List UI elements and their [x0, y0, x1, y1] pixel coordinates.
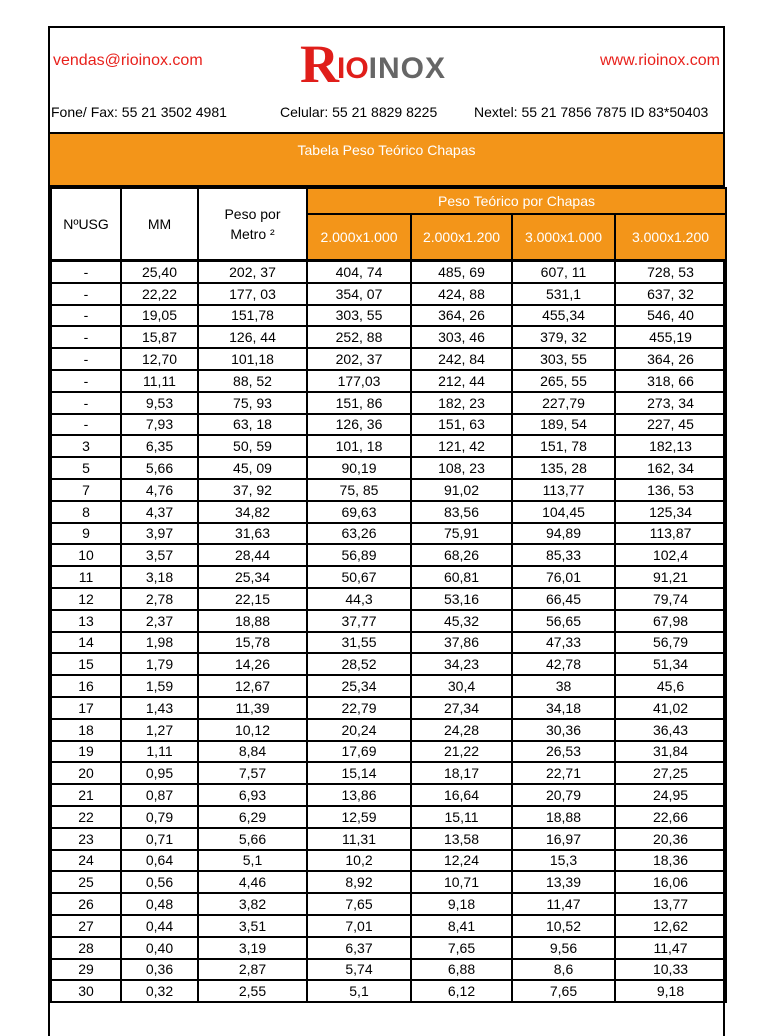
col-header-2000x1000: 2.000x1.000 — [307, 214, 411, 261]
table-cell: 3,97 — [121, 523, 198, 545]
table-cell: 728, 53 — [615, 261, 726, 283]
table-cell: 6,37 — [307, 937, 411, 959]
table-cell: 75, 93 — [198, 392, 307, 414]
table-cell: 3,82 — [198, 893, 307, 915]
table-cell: 177,03 — [307, 370, 411, 392]
table-cell: 7,65 — [411, 937, 512, 959]
table-cell: 15 — [51, 653, 121, 675]
table-cell: 11,47 — [615, 937, 726, 959]
table-cell: 18,36 — [615, 850, 726, 872]
table-cell: 27 — [51, 915, 121, 937]
table-cell: 10,52 — [512, 915, 615, 937]
table-cell: 303, 55 — [307, 305, 411, 327]
table-cell: 162, 34 — [615, 457, 726, 479]
table-title: Tabela Peso Teórico Chapas — [297, 142, 476, 158]
table-cell: 69,63 — [307, 501, 411, 523]
table-cell: 101,18 — [198, 348, 307, 370]
table-cell: 9,18 — [411, 893, 512, 915]
table-cell: 227, 45 — [615, 414, 726, 436]
table-cell: 404, 74 — [307, 261, 411, 283]
table-cell: 0,36 — [121, 959, 198, 981]
table-cell: 18,88 — [512, 806, 615, 828]
table-cell: 79,74 — [615, 588, 726, 610]
table-cell: 8,84 — [198, 741, 307, 763]
table-cell: 24,95 — [615, 784, 726, 806]
table-cell: 22 — [51, 806, 121, 828]
table-cell: 1,27 — [121, 719, 198, 741]
col-header-mm: MM — [121, 188, 198, 261]
table-cell: 637, 32 — [615, 283, 726, 305]
table-cell: 102,4 — [615, 544, 726, 566]
table-row — [51, 828, 726, 850]
table-cell: 27,34 — [411, 697, 512, 719]
table-cell: 56,89 — [307, 544, 411, 566]
table-cell: 29 — [51, 959, 121, 981]
table-cell: 15,87 — [121, 326, 198, 348]
table-row — [51, 348, 726, 370]
table-cell: 12,59 — [307, 806, 411, 828]
sheet-header — [50, 28, 723, 132]
rioinox-logo — [300, 34, 447, 94]
table-cell: 83,56 — [411, 501, 512, 523]
table-row — [51, 741, 726, 763]
table-cell: 20,36 — [615, 828, 726, 850]
table-cell: 17 — [51, 697, 121, 719]
table-cell: 13,39 — [512, 871, 615, 893]
table-cell: 21,22 — [411, 741, 512, 763]
table-cell: 8,92 — [307, 871, 411, 893]
table-cell: 455,34 — [512, 305, 615, 327]
table-cell: 37, 92 — [198, 479, 307, 501]
table-cell: 18,17 — [411, 762, 512, 784]
table-cell: 182, 23 — [411, 392, 512, 414]
table-cell: 182,13 — [615, 435, 726, 457]
table-row — [51, 457, 726, 479]
table-row — [51, 261, 726, 283]
table-cell: 12,24 — [411, 850, 512, 872]
table-cell: 13,58 — [411, 828, 512, 850]
table-cell: 3,51 — [198, 915, 307, 937]
table-cell: 12 — [51, 588, 121, 610]
table-cell: 113,77 — [512, 479, 615, 501]
logo-letter-r: R — [300, 34, 337, 94]
table-cell: 1,11 — [121, 741, 198, 763]
table-row — [51, 501, 726, 523]
table-cell: 10,33 — [615, 959, 726, 981]
table-cell: 0,71 — [121, 828, 198, 850]
table-cell: 136, 53 — [615, 479, 726, 501]
table-cell: 42,78 — [512, 653, 615, 675]
table-cell: 20 — [51, 762, 121, 784]
table-cell: 14 — [51, 632, 121, 654]
table-cell: 4,76 — [121, 479, 198, 501]
table-cell: 424, 88 — [411, 283, 512, 305]
table-cell: 90,19 — [307, 457, 411, 479]
table-cell: 113,87 — [615, 523, 726, 545]
table-cell: 12,70 — [121, 348, 198, 370]
table-cell: 303, 55 — [512, 348, 615, 370]
table-row — [51, 523, 726, 545]
table-row — [51, 762, 726, 784]
table-cell: 38 — [512, 675, 615, 697]
table-row — [51, 806, 726, 828]
table-cell: 126, 44 — [198, 326, 307, 348]
table-cell: 9 — [51, 523, 121, 545]
table-row — [51, 632, 726, 654]
table-cell: 56,65 — [512, 610, 615, 632]
table-cell: 19,05 — [121, 305, 198, 327]
table-cell: 67,98 — [615, 610, 726, 632]
table-row — [51, 479, 726, 501]
table-cell: 20,24 — [307, 719, 411, 741]
price-sheet — [48, 26, 725, 1036]
table-cell: 104,45 — [512, 501, 615, 523]
table-title-band — [50, 132, 723, 187]
table-cell: 5,66 — [198, 828, 307, 850]
table-cell: 227,79 — [512, 392, 615, 414]
logo-letters-inox: INOX — [368, 52, 447, 85]
table-cell: 189, 54 — [512, 414, 615, 436]
table-cell: 30,36 — [512, 719, 615, 741]
table-cell: 30,4 — [411, 675, 512, 697]
logo-letters-io: IO — [337, 52, 369, 85]
table-cell: 66,45 — [512, 588, 615, 610]
table-cell: 75, 85 — [307, 479, 411, 501]
email-link[interactable]: vendas@rioinox.com — [53, 52, 203, 69]
table-cell: 34,18 — [512, 697, 615, 719]
table-cell: 6,29 — [198, 806, 307, 828]
table-cell: 31,84 — [615, 741, 726, 763]
table-row — [51, 915, 726, 937]
table-cell: 34,82 — [198, 501, 307, 523]
table-row — [51, 435, 726, 457]
table-cell: 0,64 — [121, 850, 198, 872]
table-cell: 28,52 — [307, 653, 411, 675]
table-cell: 11,31 — [307, 828, 411, 850]
table-cell: 1,43 — [121, 697, 198, 719]
table-cell: 5,66 — [121, 457, 198, 479]
table-cell: 3,18 — [121, 566, 198, 588]
table-cell: 75,91 — [411, 523, 512, 545]
table-cell: 22,71 — [512, 762, 615, 784]
table-cell: 4,37 — [121, 501, 198, 523]
table-cell: 6,35 — [121, 435, 198, 457]
table-cell: 6,93 — [198, 784, 307, 806]
table-cell: 26,53 — [512, 741, 615, 763]
table-cell: 11,11 — [121, 370, 198, 392]
table-cell: 101, 18 — [307, 435, 411, 457]
table-cell: 5 — [51, 457, 121, 479]
table-row — [51, 980, 726, 1002]
table-cell: 15,14 — [307, 762, 411, 784]
table-cell: 10,2 — [307, 850, 411, 872]
table-cell: 16 — [51, 675, 121, 697]
table-cell: 252, 88 — [307, 326, 411, 348]
table-cell: 2,55 — [198, 980, 307, 1002]
table-cell: 41,02 — [615, 697, 726, 719]
table-cell: 34,23 — [411, 653, 512, 675]
table-cell: 21 — [51, 784, 121, 806]
table-cell: 5,74 — [307, 959, 411, 981]
table-cell: 13 — [51, 610, 121, 632]
table-cell: 18,88 — [198, 610, 307, 632]
table-row — [51, 697, 726, 719]
table-cell: 354, 07 — [307, 283, 411, 305]
table-cell: - — [51, 326, 121, 348]
phone-fax: Fone/ Fax: 55 21 3502 4981 — [51, 104, 227, 120]
table-cell: 13,86 — [307, 784, 411, 806]
table-row — [51, 283, 726, 305]
table-cell: 0,32 — [121, 980, 198, 1002]
table-cell: 11 — [51, 566, 121, 588]
table-cell: 2,87 — [198, 959, 307, 981]
table-cell: 68,26 — [411, 544, 512, 566]
table-row — [51, 588, 726, 610]
table-cell: - — [51, 348, 121, 370]
table-cell: 12,67 — [198, 675, 307, 697]
table-cell: 151, 63 — [411, 414, 512, 436]
table-cell: 28,44 — [198, 544, 307, 566]
table-cell: 364, 26 — [615, 348, 726, 370]
table-cell: 9,53 — [121, 392, 198, 414]
table-cell: 7,57 — [198, 762, 307, 784]
table-cell: 36,43 — [615, 719, 726, 741]
table-cell: 17,69 — [307, 741, 411, 763]
table-cell: - — [51, 283, 121, 305]
table-cell: - — [51, 392, 121, 414]
table-cell: 108, 23 — [411, 457, 512, 479]
table-cell: 265, 55 — [512, 370, 615, 392]
table-cell: 53,16 — [411, 588, 512, 610]
table-row — [51, 850, 726, 872]
table-cell: 0,79 — [121, 806, 198, 828]
table-row — [51, 326, 726, 348]
table-cell: 15,78 — [198, 632, 307, 654]
table-row — [51, 784, 726, 806]
table-cell: 31,55 — [307, 632, 411, 654]
table-cell: 88, 52 — [198, 370, 307, 392]
col-header-peso-metro-label: Peso por Metro ² — [224, 206, 281, 242]
table-cell: 0,44 — [121, 915, 198, 937]
table-cell: 25,34 — [198, 566, 307, 588]
table-row — [51, 675, 726, 697]
table-cell: 37,86 — [411, 632, 512, 654]
table-cell: 607, 11 — [512, 261, 615, 283]
table-cell: 31,63 — [198, 523, 307, 545]
table-cell: 25,40 — [121, 261, 198, 283]
table-cell: 242, 84 — [411, 348, 512, 370]
table-cell: 76,01 — [512, 566, 615, 588]
table-row — [51, 893, 726, 915]
table-cell: 0,87 — [121, 784, 198, 806]
table-cell: 24 — [51, 850, 121, 872]
cell-phone: Celular: 55 21 8829 8225 — [280, 104, 438, 120]
table-cell: 0,48 — [121, 893, 198, 915]
table-cell: 8,41 — [411, 915, 512, 937]
website-link[interactable]: www.rioinox.com — [599, 52, 720, 69]
table-cell: 50,67 — [307, 566, 411, 588]
table-cell: 177, 03 — [198, 283, 307, 305]
table-cell: 0,56 — [121, 871, 198, 893]
table-cell: 126, 36 — [307, 414, 411, 436]
table-cell: 12,62 — [615, 915, 726, 937]
table-cell: 56,79 — [615, 632, 726, 654]
table-cell: 485, 69 — [411, 261, 512, 283]
table-cell: 47,33 — [512, 632, 615, 654]
table-cell: 22,22 — [121, 283, 198, 305]
table-row — [51, 414, 726, 436]
table-row — [51, 959, 726, 981]
table-cell: - — [51, 414, 121, 436]
table-cell: 45,32 — [411, 610, 512, 632]
table-cell: 8,6 — [512, 959, 615, 981]
table-row — [51, 370, 726, 392]
table-cell: 85,33 — [512, 544, 615, 566]
table-cell: 15,3 — [512, 850, 615, 872]
table-cell: 45, 09 — [198, 457, 307, 479]
table-cell: 25,34 — [307, 675, 411, 697]
table-cell: 212, 44 — [411, 370, 512, 392]
table-cell: 202, 37 — [307, 348, 411, 370]
table-cell: 546, 40 — [615, 305, 726, 327]
table-cell: 16,97 — [512, 828, 615, 850]
table-row — [51, 653, 726, 675]
col-header-3000x1000: 3.000x1.000 — [512, 214, 615, 261]
table-cell: 37,77 — [307, 610, 411, 632]
table-cell: 303, 46 — [411, 326, 512, 348]
table-cell: 10,71 — [411, 871, 512, 893]
table-cell: 7 — [51, 479, 121, 501]
table-cell: 23 — [51, 828, 121, 850]
table-cell: 1,98 — [121, 632, 198, 654]
table-cell: 1,79 — [121, 653, 198, 675]
table-cell: 0,40 — [121, 937, 198, 959]
table-cell: 28 — [51, 937, 121, 959]
table-cell: 3,19 — [198, 937, 307, 959]
col-header-usg: NºUSG — [51, 188, 121, 261]
table-row — [51, 392, 726, 414]
table-cell: 121, 42 — [411, 435, 512, 457]
table-cell: 318, 66 — [615, 370, 726, 392]
table-cell: 273, 34 — [615, 392, 726, 414]
table-cell: 50, 59 — [198, 435, 307, 457]
table-cell: 7,65 — [307, 893, 411, 915]
table-cell: 0,95 — [121, 762, 198, 784]
table-row — [51, 871, 726, 893]
table-row — [51, 305, 726, 327]
table-cell: 7,93 — [121, 414, 198, 436]
table-cell: 3 — [51, 435, 121, 457]
table-cell: 364, 26 — [411, 305, 512, 327]
table-cell: - — [51, 261, 121, 283]
table-row — [51, 544, 726, 566]
col-header-3000x1200: 3.000x1.200 — [615, 214, 726, 261]
group-header-peso-chapas: Peso Teórico por Chapas — [307, 188, 726, 214]
table-cell: 151,78 — [198, 305, 307, 327]
table-cell: 125,34 — [615, 501, 726, 523]
table-cell: 91,21 — [615, 566, 726, 588]
table-cell: 6,12 — [411, 980, 512, 1002]
table-cell: 19 — [51, 741, 121, 763]
table-cell: 94,89 — [512, 523, 615, 545]
table-cell: 2,78 — [121, 588, 198, 610]
table-cell: 14,26 — [198, 653, 307, 675]
table-cell: 16,64 — [411, 784, 512, 806]
table-row — [51, 610, 726, 632]
table-cell: 30 — [51, 980, 121, 1002]
table-cell: 9,56 — [512, 937, 615, 959]
table-cell: 379, 32 — [512, 326, 615, 348]
table-cell: 10,12 — [198, 719, 307, 741]
table-cell: 9,18 — [615, 980, 726, 1002]
table-cell: 27,25 — [615, 762, 726, 784]
table-cell: 16,06 — [615, 871, 726, 893]
table-cell: 3,57 — [121, 544, 198, 566]
table-cell: 4,46 — [198, 871, 307, 893]
table-row — [51, 937, 726, 959]
col-header-2000x1200: 2.000x1.200 — [411, 214, 512, 261]
table-cell: 455,19 — [615, 326, 726, 348]
table-cell: 22,79 — [307, 697, 411, 719]
table-cell: 2,37 — [121, 610, 198, 632]
table-cell: 202, 37 — [198, 261, 307, 283]
table-cell: 20,79 — [512, 784, 615, 806]
nextel-phone: Nextel: 55 21 7856 7875 ID 83*50403 — [474, 104, 709, 120]
table-cell: 25 — [51, 871, 121, 893]
table-cell: 11,47 — [512, 893, 615, 915]
table-cell: 22,15 — [198, 588, 307, 610]
table-cell: - — [51, 305, 121, 327]
col-header-peso-metro — [198, 188, 307, 261]
table-cell: 151, 86 — [307, 392, 411, 414]
table-cell: 1,59 — [121, 675, 198, 697]
table-cell: 60,81 — [411, 566, 512, 588]
table-cell: 135, 28 — [512, 457, 615, 479]
table-cell: 51,34 — [615, 653, 726, 675]
table-cell: 531,1 — [512, 283, 615, 305]
table-cell: 63, 18 — [198, 414, 307, 436]
weight-table — [50, 187, 727, 1003]
table-cell: 7,65 — [512, 980, 615, 1002]
table-cell: 91,02 — [411, 479, 512, 501]
table-cell: 63,26 — [307, 523, 411, 545]
table-cell: 5,1 — [198, 850, 307, 872]
table-cell: 151, 78 — [512, 435, 615, 457]
table-row — [51, 719, 726, 741]
table-cell: 7,01 — [307, 915, 411, 937]
table-cell: 22,66 — [615, 806, 726, 828]
table-cell: - — [51, 370, 121, 392]
table-cell: 15,11 — [411, 806, 512, 828]
table-row — [51, 566, 726, 588]
table-cell: 18 — [51, 719, 121, 741]
table-cell: 26 — [51, 893, 121, 915]
table-cell: 11,39 — [198, 697, 307, 719]
table-cell: 44,3 — [307, 588, 411, 610]
table-cell: 24,28 — [411, 719, 512, 741]
table-cell: 6,88 — [411, 959, 512, 981]
table-cell: 13,77 — [615, 893, 726, 915]
table-cell: 5,1 — [307, 980, 411, 1002]
table-cell: 8 — [51, 501, 121, 523]
table-cell: 10 — [51, 544, 121, 566]
table-cell: 45,6 — [615, 675, 726, 697]
table-body — [51, 261, 726, 1003]
